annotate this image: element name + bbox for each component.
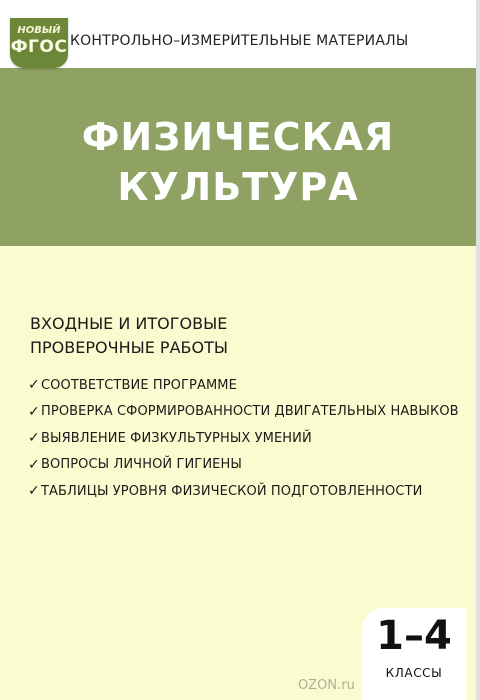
feature-item — [28, 478, 459, 505]
check-icon: ✓ — [28, 456, 40, 473]
feature-item — [28, 399, 459, 426]
logo-main-text: ФГОС — [10, 37, 68, 57]
feature-list — [28, 372, 459, 505]
feature-text: СООТВЕТСТВИЕ ПРОГРАММЕ — [41, 377, 237, 393]
subtitle-line-2: ПРОВЕРОЧНЫЕ РАБОТЫ — [30, 338, 228, 357]
book-title — [0, 112, 476, 212]
check-icon: ✓ — [28, 430, 40, 447]
feature-item — [28, 452, 459, 479]
feature-text: ТАБЛИЦЫ УРОВНЯ ФИЗИЧЕСКОЙ ПОДГОТОВЛЕННОСТИ — [41, 483, 423, 499]
page-edge — [476, 0, 480, 700]
series-title: КОНТРОЛЬНО–ИЗМЕРИТЕЛЬНЫЕ МАТЕРИАЛЫ — [70, 33, 409, 49]
check-icon: ✓ — [28, 483, 40, 500]
logo-top-text: НОВЫЙ — [17, 25, 61, 36]
feature-text: ВЫЯВЛЕНИЕ ФИЗКУЛЬТУРНЫХ УМЕНИЙ — [41, 430, 312, 446]
grade-badge — [362, 608, 466, 700]
feature-item — [28, 425, 459, 452]
subtitle-line-1: ВХОДНЫЕ И ИТОГОВЫЕ — [30, 314, 228, 333]
check-icon: ✓ — [28, 377, 40, 394]
feature-text: ВОПРОСЫ ЛИЧНОЙ ГИГИЕНЫ — [41, 457, 242, 473]
grade-label: КЛАССЫ — [385, 666, 443, 680]
subtitle — [30, 312, 228, 360]
feature-item — [28, 372, 459, 399]
fgos-logo — [10, 18, 68, 68]
title-line-1: ФИЗИЧЕСКАЯ — [81, 115, 395, 159]
title-line-2: КУЛЬТУРА — [117, 165, 359, 209]
top-bar — [0, 0, 476, 68]
watermark: OZON.ru — [298, 678, 355, 693]
grade-range: 1–4 — [376, 613, 452, 659]
check-icon: ✓ — [28, 403, 40, 420]
feature-text: ПРОВЕРКА СФОРМИРОВАННОСТИ ДВИГАТЕЛЬНЫХ НАВЫКОВ — [41, 404, 459, 420]
